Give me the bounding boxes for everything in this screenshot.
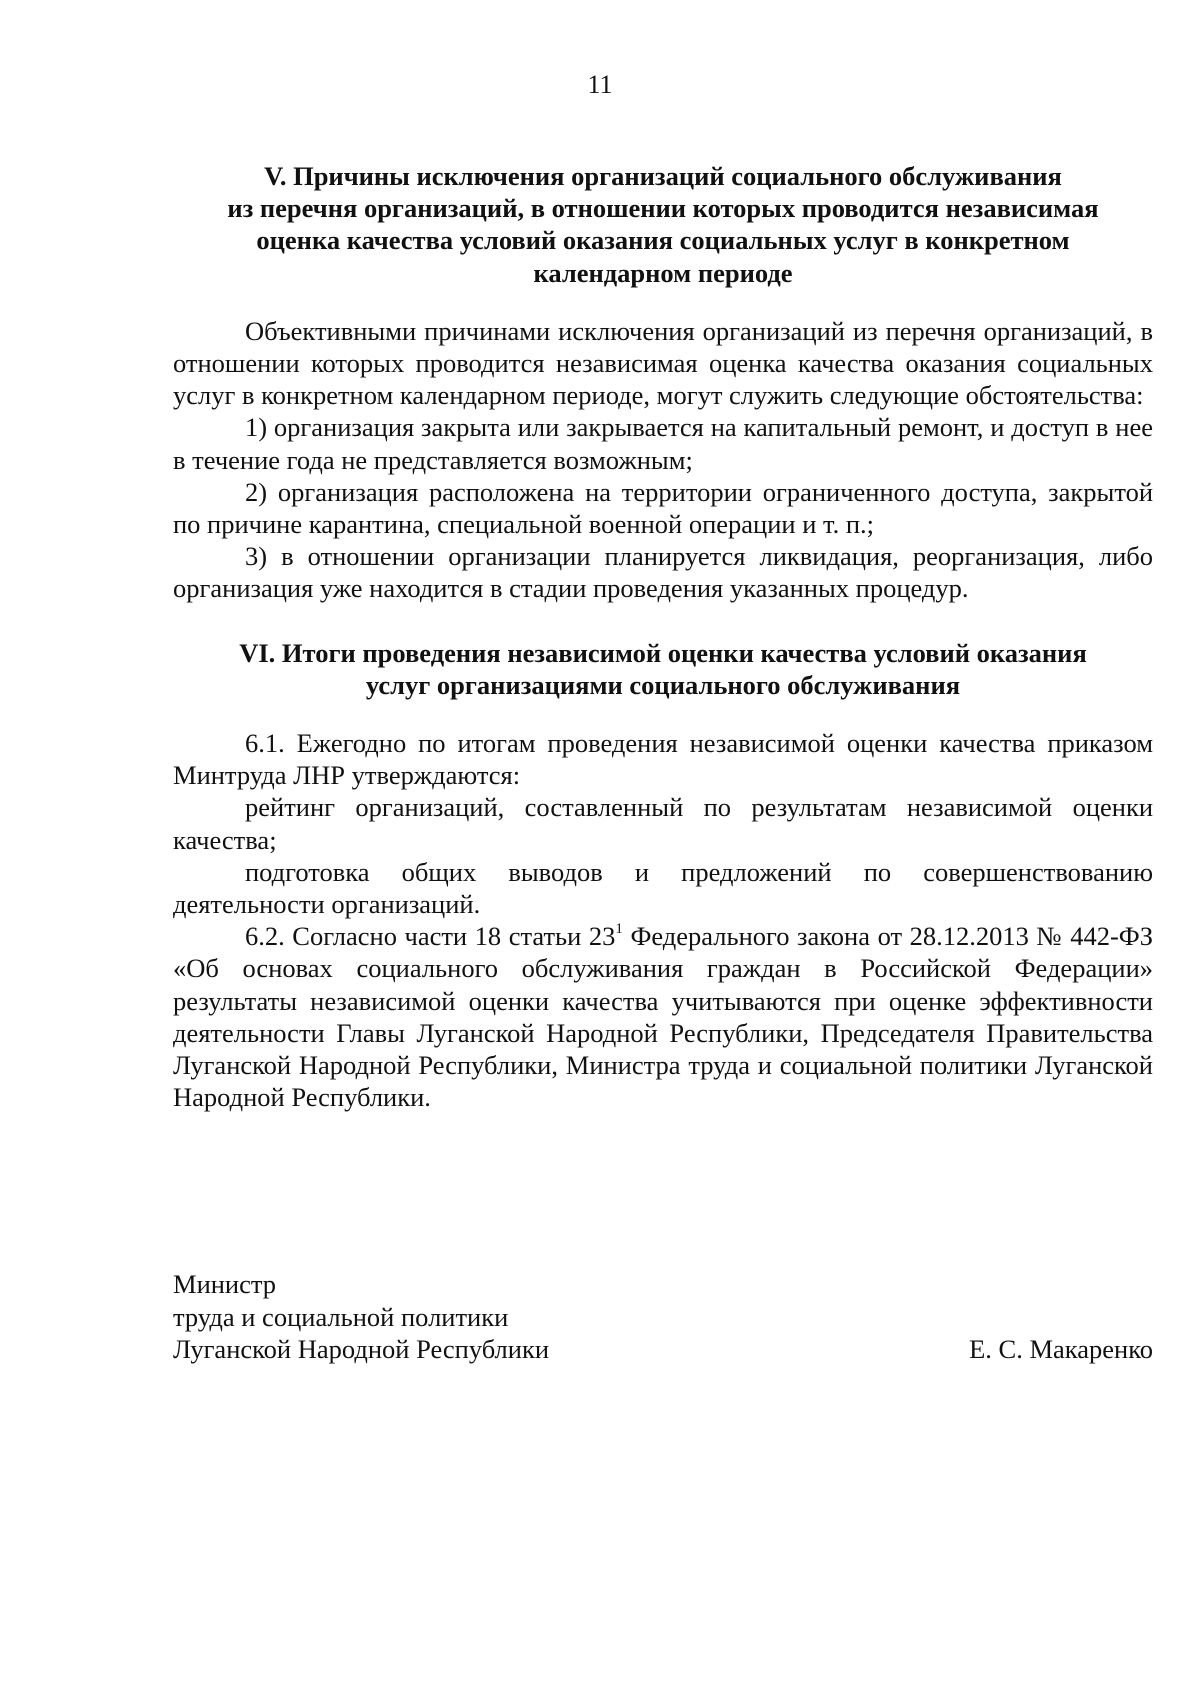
signature-row <box>173 1333 1153 1366</box>
section-5-heading-line: из перечня организаций, в отношении которых проводится независимая <box>227 193 1099 224</box>
signature-block <box>173 1268 1153 1366</box>
section-5-intro: Объективными причинами исключения организаций из перечня организаций, в отношении которых проводится независимая оценка качества оказания социальных услуг в конкретном календарном периоде, могут служить следующие обстоятельства: <box>173 315 1153 411</box>
section-5-item-3: 3) в отношении организации планируется ликвидация, реорганизация, либо организация уже находится в стадии проведения указанных процедур. <box>173 541 1153 604</box>
section-5-heading-line: календарном периоде <box>533 257 793 288</box>
signature-position-line-2: труда и социальной политики <box>173 1301 509 1332</box>
signatory-name: Е. С. Макаренко <box>969 1334 1153 1364</box>
section-6-heading <box>173 637 1153 701</box>
section-5-heading-line: V. Причины исключения организаций социального обслуживания <box>264 161 1062 191</box>
article-superscript: 1 <box>615 921 623 938</box>
spacer <box>173 289 1153 315</box>
law-reference-text: 6.2. Согласно части 18 статьи 23 <box>245 921 616 952</box>
section-6-heading-line: VI. Итоги проведения независимой оценки качества условий оказания <box>239 637 1087 668</box>
section-6-paragraph-6-1: 6.1. Ежегодно по итогам проведения независимой оценки качества приказом Минтруда ЛНР утверждаются: <box>173 728 1153 791</box>
section-6-conclusions-paragraph: подготовка общих выводов и предложений по совершенствованию деятельности организаций. <box>173 856 1153 920</box>
section-6-heading-line: услуг организациями социального обслуживания <box>365 669 961 700</box>
page-number: 11 <box>587 70 613 99</box>
section-6-rating-paragraph: рейтинг организаций, составленный по результатам независимой оценки качества; <box>173 792 1153 855</box>
spacer <box>173 605 1153 637</box>
law-reference-continuation: Федерального закона от 28.12.2013 № 442-ФЗ «Об основах социального обслуживания граждан в Российской Федерации» результаты независимой оценки качества учитываются при оценке эффективности деятельности Главы Луганской Народной Республики, Председателя Правительства Луганской Народной Республики, Министра труда и социальной политики Луганской Народной Республики. <box>173 921 1153 1113</box>
signature-position-line-1: Министр <box>173 1269 277 1299</box>
signature-position-line-3: Луганской Народной Республики <box>173 1334 550 1364</box>
section-5-heading <box>173 160 1153 289</box>
section-5-item-1: 1) организация закрыта или закрывается на капитальный ремонт, и доступ в нее в течение года не представляется возможным; <box>173 412 1153 475</box>
section-5-heading-line: оценка качества условий оказания социальных услуг в конкретном <box>256 225 1070 256</box>
section-6-paragraph-6-2 <box>173 920 1153 1113</box>
section-5-item-2: 2) организация расположена на территории ограниченного доступа, закрытой по причине карантина, специальной военной операции и т. п.; <box>173 476 1153 540</box>
spacer <box>173 701 1153 727</box>
document-body <box>173 160 1153 1113</box>
